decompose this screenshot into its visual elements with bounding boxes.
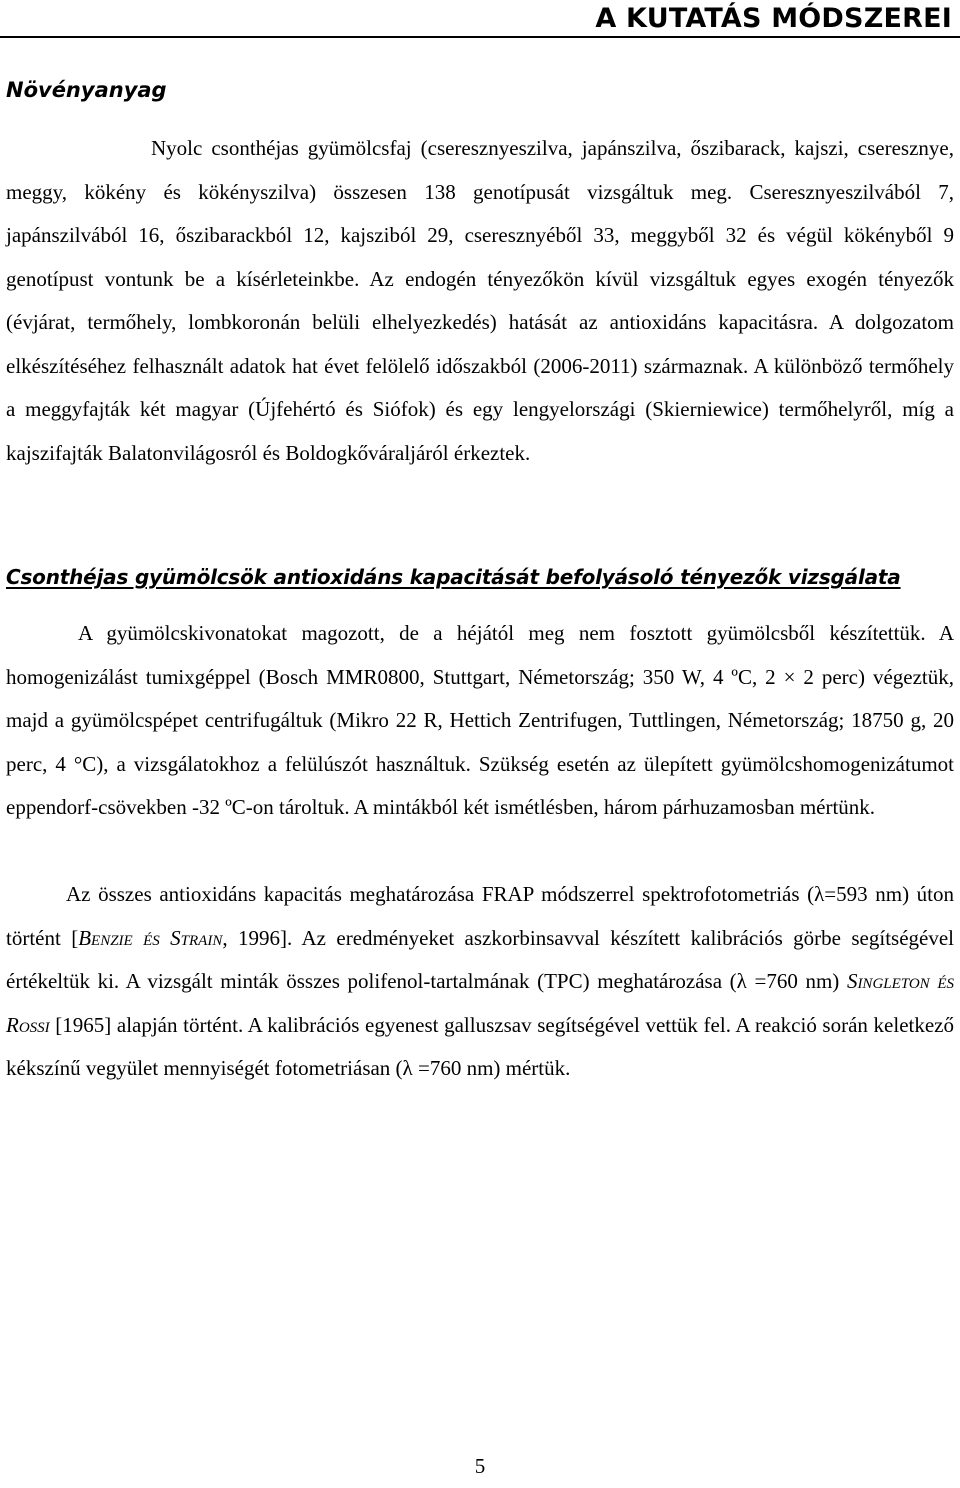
header-rule — [0, 36, 960, 38]
subsection-paragraph-2 — [6, 873, 954, 1091]
subsection-heading: Csonthéjas gyümölcsök antioxidáns kapacitását befolyásoló tényezők vizsgálata — [6, 565, 901, 589]
chapter-header — [0, 0, 960, 40]
section-heading: Növényanyag — [6, 78, 167, 102]
citation-singleton-rossi: Singleton és Rossi — [6, 969, 954, 1037]
chapter-title: A KUTATÁS MÓDSZEREI — [595, 3, 952, 34]
paragraph-text-part-1: Az összes antioxidáns kapacitás meghatározása FRAP módszerrel spektrofotometriás (λ=593 nm) úton történt [ — [6, 882, 954, 950]
paragraph-text-part-3: [1965] alapján történt. A kalibrációs egyenest galluszsav segítségével vettük fel. A reakció során keletkező kékszínű vegyület mennyiségét fotometriásan (λ =760 nm) mértük. — [6, 1012, 954, 1080]
citation-benzie-strain: Benzie és Strain — [78, 925, 223, 950]
subsection-paragraph-1: A gyümölcskivonatokat magozott, de a héjától meg nem fosztott gyümölcsből készítettük. A homogenizálást tumixgéppel (Bosch MMR0800, Stuttgart, Németország; 350 W, 4 ºC, 2 × 2 perc) végeztük, majd a gyümölcspépet centrifugáltuk (Mikro 22 R, Hettich Zentrifugen, Tuttlingen, Németország; 18750 g, 20 perc, 4 °C), a vizsgálatokhoz a felülúszót használtuk. Szükség esetén az ülepített gyümölcshomogenizátumot eppendorf-csövekben -32 ºC-on tároltuk. A mintákból két ismétlésben, három párhuzamosban mértünk. — [6, 621, 954, 819]
paragraph-text-part-2: , 1996]. Az eredményeket aszkorbinsavval készített kalibrációs görbe segítségével értékeltük ki. A vizsgált minták összes polifenol-tartalmának (TPC) meghatározása (λ =760 nm) — [6, 925, 955, 993]
page-number: 5 — [474, 1454, 486, 1478]
section-paragraph: Nyolc csonthéjas gyümölcsfaj (cseresznyeszilva, japánszilva, őszibarack, kajszi, cseresznye, meggy, kökény és kökényszilva) összesen 138 genotípusát vizsgáltuk meg. Cseresznyeszilvából 7, japánszilvából 16, őszibarackból 12, kajsziból 29, cseresznyéből 33, meggyből 32 és végül kökényből 9 genotípust vontunk be a kísérleteinkbe. Az endogén tényezőkön kívül vizsgáltuk egyes exogén tényezők (évjárat, termőhely, lombkoronán belüli elhelyezkedés) hatását az antioxidáns kapacitásra. A dolgozatom elkészítéséhez felhasznált adatok hat évet felölelő időszakból (2006-2011) származnak. A különböző termőhely a meggyfajták két magyar (Újfehértó és Siófok) és egy lengyelországi (Skierniewice) termőhelyről, míg a kajszifajták Balatonvilágosról és Boldogkőváraljáról érkeztek. — [6, 136, 954, 465]
